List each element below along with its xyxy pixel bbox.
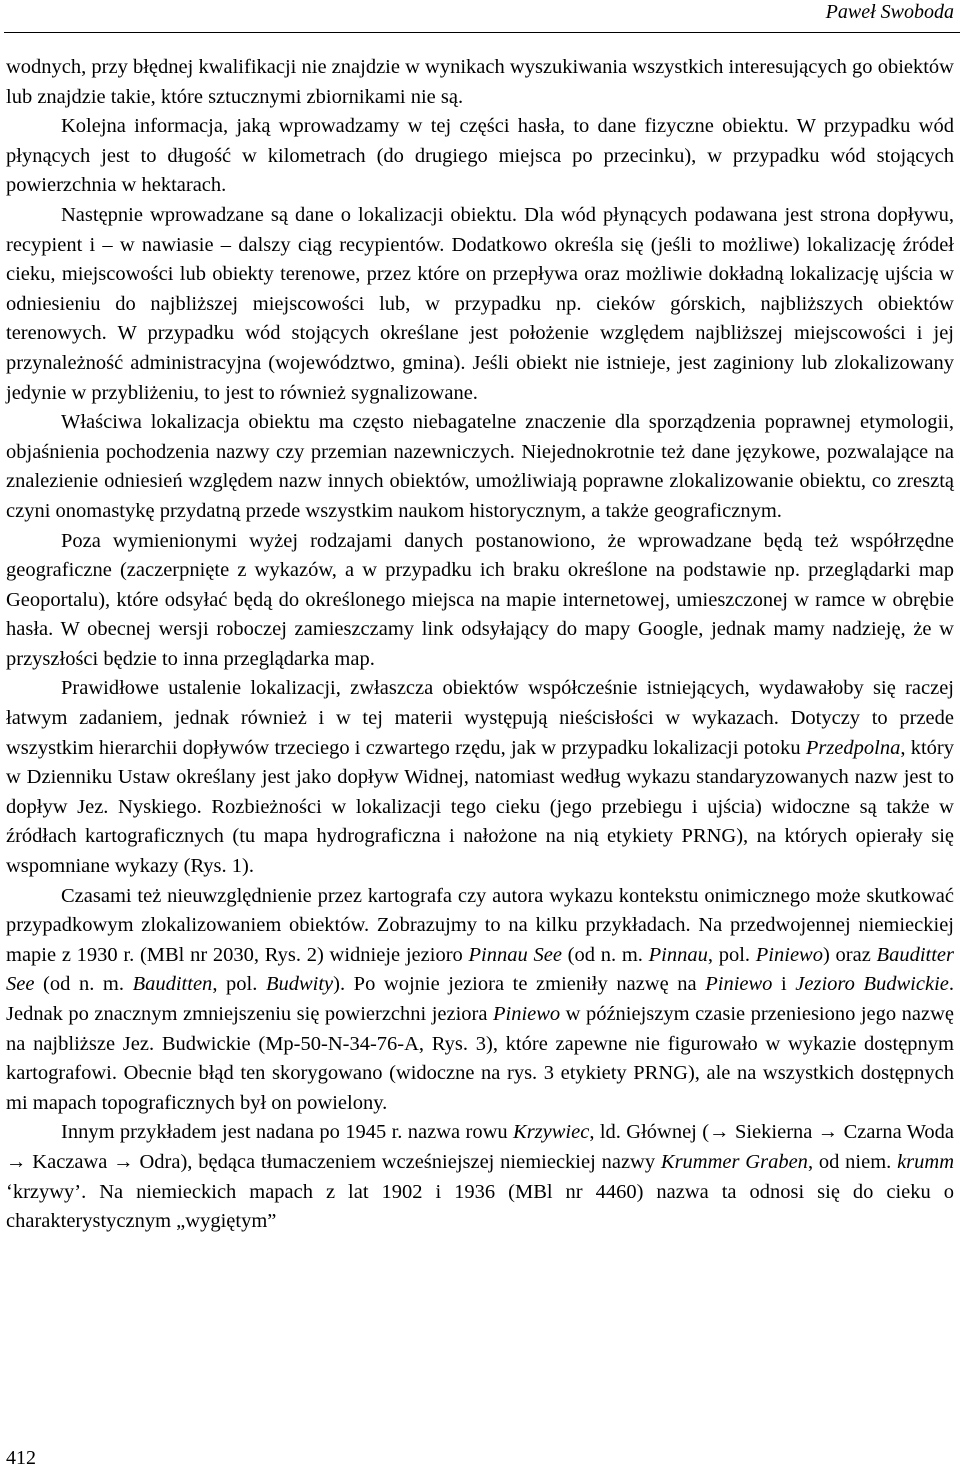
italic-name: Przedpolna (805, 736, 901, 759)
paragraph-text: Poza wymienionymi wyżej rodzajami danych postanowiono, że wprowadzane będą też współrzędne geograficzne (zaczerpnięte z wykazów, a w przypadku ich braku określone na podstawie np. przeglądarki map Geoportalu), które odsyłać będą do określonego miejsca na mapie internetowej, umieszczonej w ramce w obrębie hasła. W obecnej wersji roboczej zamieszczamy link odsyłający do mapy Google, jednak mamy nadzieję, że w przyszłości będzie to inna przeglądarka map. (6, 529, 954, 670)
paragraph-text: ‘krzywy’. Na niemieckich mapach z lat 1902 i 1936 (MBl nr 4460) nazwa ta odnosi się do cieku o charakterystycznym „wygiętym” (6, 1180, 954, 1233)
italic-name: Piniewo (492, 1003, 561, 1025)
paragraph-text: Kolejna informacja, jaką wprowadzamy w tej części hasła, to dane fizyczne obiektu. W przypadku wód płynących jest to długość w kilometrach (do drugiego miejsca po przecinku), w przypadku wód stojących powierzchnia w hektarach. (6, 115, 954, 197)
article-body (6, 53, 954, 1237)
italic-name: Bauditten (132, 973, 213, 996)
body-paragraph (6, 674, 954, 881)
paragraph-text: (od n. m. (561, 943, 649, 966)
paragraph-text: ). Po wojnie jeziora te zmieniły nazwę na (333, 973, 706, 996)
paragraph-text: , pol. (707, 943, 756, 966)
italic-name: Krzywiec (513, 1121, 590, 1144)
paragraph-text: Innym przykładem jest nadana po 1945 r. nazwa rowu (61, 1121, 514, 1144)
running-header (4, 0, 960, 33)
italic-name: Pinnau (648, 943, 708, 966)
paragraph-text: i (772, 973, 796, 996)
italic-name: Bauditter See (6, 943, 954, 996)
paragraph-text: , ld. Głównej (→ Siekierna → Czarna Woda → Kaczawa → Odra), będąca tłumaczeniem wcześniejszej niemieckiej nazwy (6, 1121, 954, 1173)
paragraph-text: Prawidłowe ustalenie lokalizacji, zwłaszcza obiektów współcześnie istniejących, wydawałoby się raczej łatwym zadaniem, jednak również i w tej materii występują nieścisłości w wykazach. Dotyczy to przede wszystkim hierarchii dopływów trzeciego i czwartego rzędu, jak w przypadku lokalizacji potoku (6, 677, 954, 759)
paragraph-text: w późniejszym czasie przeniesiono jego nazwę na najbliższe Jez. Budwickie (Mp-50-N-34-76-A, Rys. 3), które zapewne nie figurowało w wykazie dostępnym kartografowi. Obecnie błąd ten skorygowano (widoczne na rys. 3 etykiety PRNG), ale na wszystkich dostępnych mi mapach topograficznych był on powielony. (6, 1003, 955, 1114)
body-paragraph (6, 1118, 954, 1236)
body-paragraph (6, 527, 954, 675)
italic-name: Krummer Graben (660, 1150, 808, 1173)
paragraph-text: , który w Dzienniku Ustaw określany jest jako dopływ Widnej, natomiast według wykazu standaryzowanych nazw jest to dopływ Jez. Nyskiego. Rozbieżności w lokalizacji tego cieku (jego przebiegu i ujścia) widoczne są także w źródłach kartograficznych (tu mapa hydrograficzna i nałożone na nią etykiety PRNG), na których opierały się wspomniane wykazy (Rys. 1). (6, 736, 954, 878)
body-paragraph (6, 201, 954, 408)
paragraph-text: Czasami też nieuwzględnienie przez kartografa czy autora wykazu kontekstu onimicznego może skutkować przypadkowym zlokalizowaniem obiektów. Zobrazujmy to na kilku przykładach. Na przedwojennej niemieckiej mapie z 1930 r. (MBl nr 2030, Rys. 2) widnieje jezioro (6, 884, 954, 966)
body-paragraph (6, 882, 954, 1119)
paragraph-text: ) oraz (822, 943, 877, 966)
running-header-author: Paweł Swoboda (825, 1, 954, 23)
paragraph-text: wodnych, przy błędnej kwalifikacji nie znajdzie w wynikach wyszukiwania wszystkich interesujących go obiektów lub znajdzie takie, które sztucznymi zbiornikami nie są. (6, 56, 954, 108)
italic-name: krumm (897, 1150, 955, 1173)
body-paragraph (6, 53, 954, 112)
body-paragraph (6, 112, 954, 201)
paragraph-text: Następnie wprowadzane są dane o lokalizacji obiektu. Dla wód płynących podawana jest strona dopływu, recypient i – w nawiasie – dalszy ciąg recypientów. Dodatkowo określa się (jeśli to możliwe) lokalizację źródeł cieku, miejscowości lub obiekty terenowe, przez które on przepływa oraz możliwie dokładną lokalizację ujścia w odniesieniu do najbliższej miejscowości lub, w przypadku np. cieków górskich, najbliższych obiektów terenowych. W przypadku wód stojących określane jest położenie względem najbliższej miejscowości i jej przynależność administracyjna (województwo, gmina). Jeśli obiekt nie istnieje, jest zaginiony lub zlokalizowany jedynie w przybliżeniu, to jest to również sygnalizowane. (6, 203, 954, 404)
paragraph-text: Właściwa lokalizacja obiektu ma często niebagatelne znaczenie dla sporządzenia poprawnej etymologii, objaśnienia pochodzenia nazwy czy przemian nazewniczych. Niejednokrotnie też dane językowe, pozwalające na znalezienie odniesień względem nazw innych obiektów, umożliwiają poprawne zlokalizowanie obiektu, co zresztą czyni onomastykę przydatną przede wszystkim naukom historycznym, a także geograficznym. (6, 411, 954, 522)
page-number: 412 (6, 1447, 36, 1469)
italic-name: Budwity (265, 973, 334, 996)
paragraph-text: , od niem. (807, 1150, 898, 1173)
italic-name: Piniewo (705, 973, 773, 996)
italic-name: Piniewo (755, 943, 823, 966)
paragraph-text: . Jednak po znacznym zmniejszeniu się powierzchni jeziora (6, 973, 954, 1025)
paragraph-text: , pol. (212, 973, 266, 996)
italic-name: Jezioro Budwickie (795, 973, 949, 996)
paragraph-text: (od n. m. (34, 973, 133, 996)
body-paragraph (6, 408, 954, 526)
italic-name: Pinnau See (468, 943, 562, 966)
